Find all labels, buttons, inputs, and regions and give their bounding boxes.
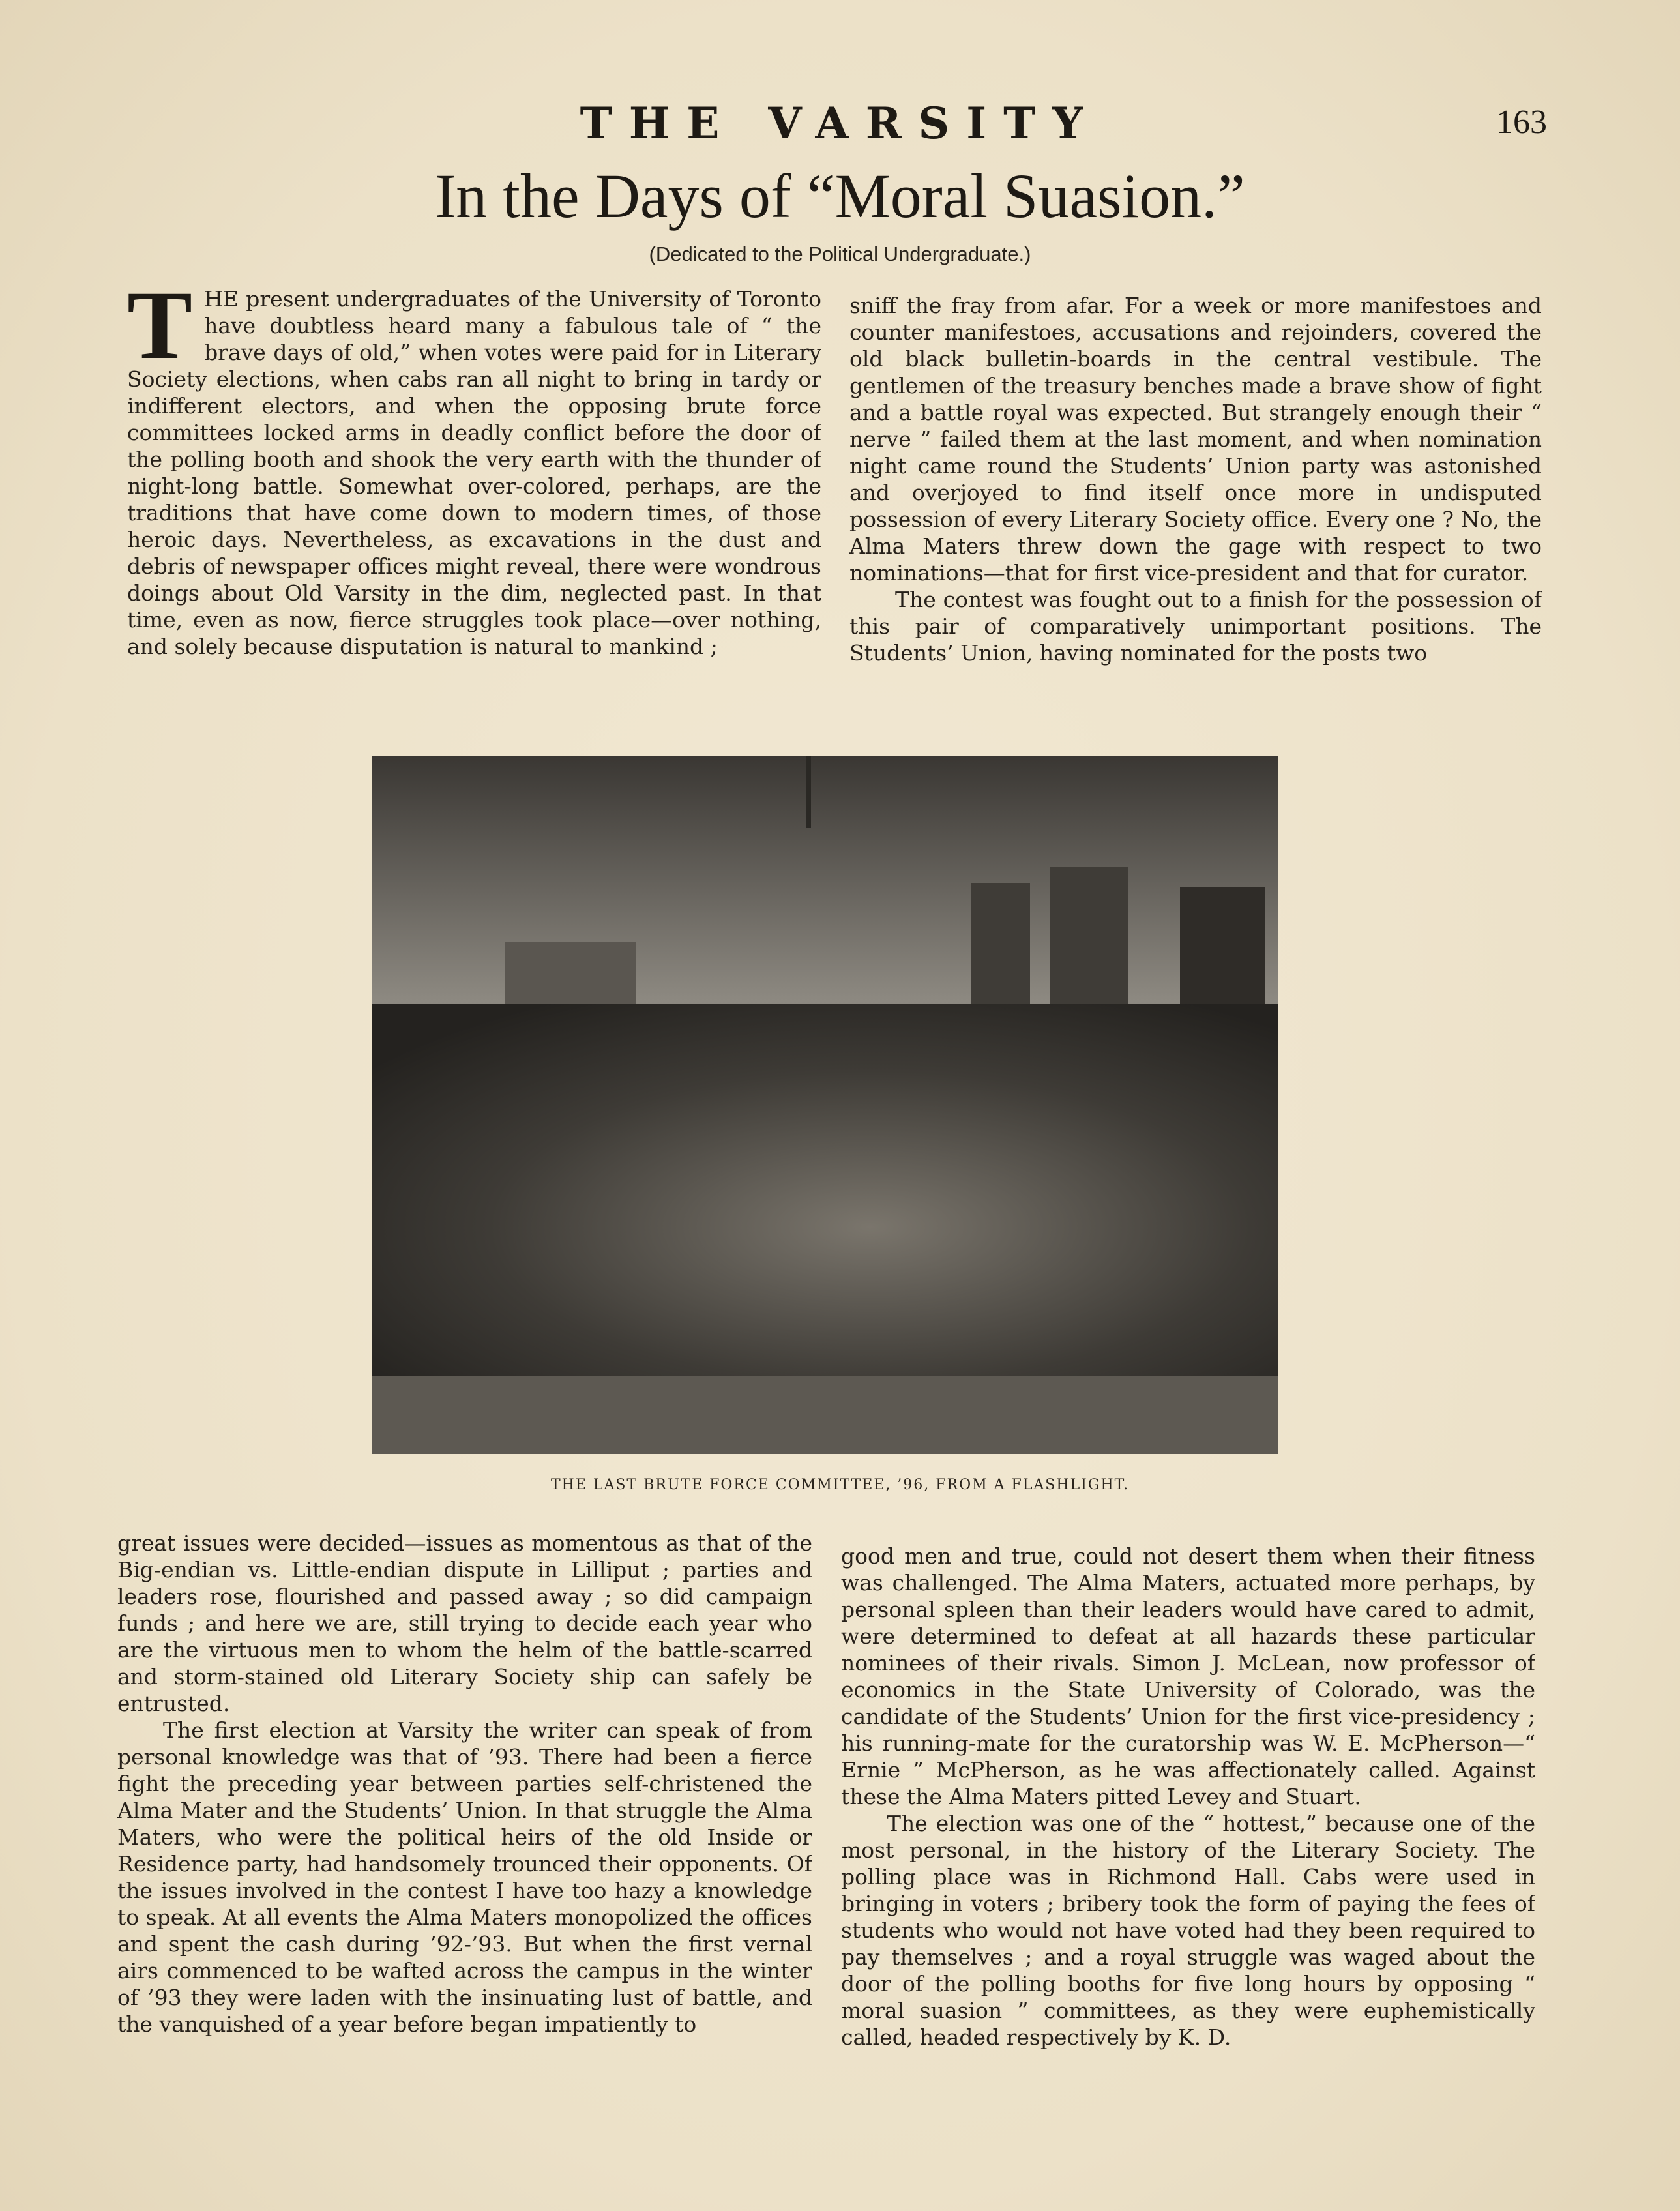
article-dedication: (Dedicated to the Political Undergraduate.) xyxy=(649,243,1031,265)
paragraph: sniff the fray from afar. For a week or more manifestoes and counter manifestoes, accusations and rejoinders, covered the old black bulletin-boards in the central vestibule. The gentlemen of the treasury benches made a brave show of fight and a battle royal was expected. But strangely enough their “ nerve ” failed them at the last moment, and when nomination night came round the Students’ Union party was astonished and overjoyed to find itself once more in undisputed possession of every Literary Society office. Every one ? No, the Alma Maters threw down the gage with respect to two nominations—that for first vice-president and that for curator. xyxy=(849,293,1542,586)
column-bottom-left xyxy=(117,1530,812,2071)
column-bottom-right xyxy=(841,1543,1535,2084)
photo-caption: THE LAST BRUTE FORCE COMMITTEE, ’96, FROM A FLASHLIGHT. xyxy=(550,1477,1130,1493)
paragraph: The first election at Varsity the writer can speak of from personal knowledge was that of ’93. There had been a fierce fight the preceding year between parties self-christened the Alma Mater and the Students’ Union. In that struggle the Alma Maters, who were the political heirs of the old Inside or Residence party, had handsomely trounced their opponents. Of the issues involved in the contest I have too hazy a knowledge to speak. At all events the Alma Maters monopolized the offices and spent the cash during ’92-’93. But when the first vernal airs commenced to be wafted across the campus in the winter of ’93 they were laden with the insinuating lust of battle, and the vanquished of a year before began impatiently to xyxy=(117,1717,812,2037)
drop-cap: T xyxy=(127,286,193,379)
column-top-right xyxy=(849,292,1542,696)
page-number: 163 xyxy=(1496,104,1547,141)
masthead: THE VARSITY xyxy=(580,98,1100,149)
paragraph: The contest was fought out to a finish for the possession of this pair of comparatively unimportant positions. The Students’ Union, having nominated for the posts two xyxy=(849,587,1542,666)
paragraph: great issues were decided—issues as momentous as that of the Big-endian vs. Little-endian dispute in Lilliput ; parties and leaders rose, flourished and passed away ; so did campaign funds ; and here we are, still trying to decide each year who are the virtuous men to whom the helm of the battle-scarred and storm-stained old Literary Society ship can safely be entrusted. xyxy=(117,1530,812,1716)
paragraph: good men and true, could not desert them when their fitness was challenged. The Alma Maters, actuated more perhaps, by personal spleen than their leaders would have cared to admit, were determined to defeat at all hazards these particular nominees of their rivals. Simon J. McLean, now professor of economics in the State University of Colorado, was the candidate of the Students’ Union for the first vice-presidency ; his running-mate for the curatorship was W. E. McPherson—“ Ernie ” McPherson, as he was affectionately called. Against these the Alma Maters pitted Levey and Stuart. xyxy=(841,1543,1535,1809)
photo-illustration xyxy=(372,756,1278,1454)
paragraph: HE present undergraduates of the University of Toronto have doubtless heard many a fabulous tale of “ the brave days of old,” when votes were paid for in Literary Society elections, when cabs ran all night to bring in tardy or indifferent electors, and when the opposing brute force committees locked arms in deadly conflict before the door of the polling booth and shook the very earth with the thunder of night-long battle. Somewhat over-colored, perhaps, are the traditions that have come down to modern times, of those heroic days. Nevertheless, as excavations in the dust and debris of newspaper offices might reveal, there were wondrous doings about Old Varsity in the dim, neglected past. In that time, even as now, fierce struggles took place—over nothing, and solely because disputation is natural to mankind ; xyxy=(127,286,821,659)
column-top-left xyxy=(127,286,821,690)
article-title: In the Days of “Moral Suasion.” xyxy=(435,161,1245,231)
crowd-photograph xyxy=(372,756,1278,1454)
paragraph: The election was one of the “ hottest,” because one of the most personal, in the history of the Literary Society. The polling place was in Richmond Hall. Cabs were used in bringing in voters ; bribery took the form of paying the fees of students who would not have voted had they been required to pay themselves ; and a royal struggle was waged about the door of the polling booths for five long hours by opposing “ moral suasion ” committees, as they were euphemistically called, headed respectively by K. D. xyxy=(841,1811,1535,2050)
